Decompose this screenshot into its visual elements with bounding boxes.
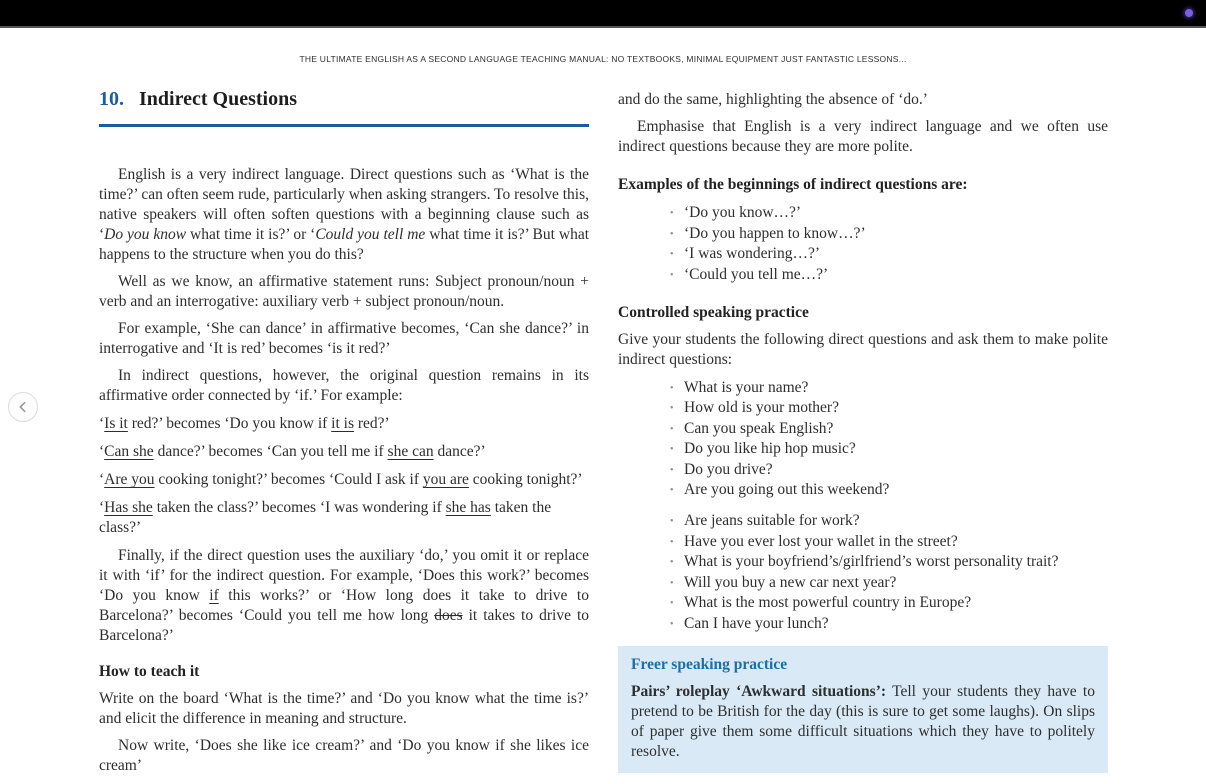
text-run: Tell your students they have to pretend to be British for the day (this is sure to get some laughs). On slips of paper give them some difficult situations which they have to politely resolve. [631,682,1095,760]
paragraph-continuation [618,90,1108,110]
notification-dot [1185,9,1193,17]
example-line-are-you [99,470,589,490]
heading-how-to-teach-it: How to teach it [99,663,200,680]
chapter-number: 10. [99,88,124,110]
paragraph-write-on-board [99,689,589,729]
text-run: what time it is?’ or ‘ [186,226,316,243]
text-run: Now write, ‘Does she like ice cream?’ and ‘Do you know if she likes ice cream’ [99,737,589,774]
list-item: • What is your name? [684,378,1108,398]
text-run: ‘ [99,499,105,516]
list-item: • How old is your mother? [684,398,1108,418]
list-item: • ‘Do you know…?’ [684,203,1108,223]
book-page [0,30,1206,784]
text-run: this works?’ or ‘How long does it take to drive to Barcelona?’ becomes ‘Could you tell me how long [99,587,589,624]
paragraph-for-example [99,319,589,359]
text-run: Has she [104,499,153,516]
beginnings-list [618,203,1108,285]
paragraph-affirmative-structure [99,272,589,312]
list-item: • Are jeans suitable for work? [684,511,1108,531]
paragraph-intro [99,165,589,265]
text-run: dance?’ [433,443,486,460]
heading-examples-of-beginnings: Examples of the beginnings of indirect questions are: [618,176,968,193]
text-run: red?’ [354,415,390,432]
text-run: Is it [104,415,128,432]
paragraph-emphasise [618,117,1108,157]
example-line-is-it [99,414,589,434]
list-item: • ‘Could you tell me…?’ [684,265,1108,285]
text-run: ‘ [99,443,105,460]
system-top-bar [0,0,1206,28]
text-run: Do you know [104,226,187,243]
text-run: ‘ [99,471,105,488]
example-line-can-she [99,442,589,462]
text-run: she can [387,443,434,460]
text-run: Pairs’ roleplay ‘Awkward situations’: [631,682,887,700]
paragraph-finally-do [99,546,589,646]
text-run: taken the class?’ [99,499,552,536]
list-item: • What is the most powerful country in Europe? [684,593,1108,613]
text-run: she has [445,499,491,516]
text-run: Can she [104,443,154,460]
text-run: Write on the board ‘What is the time?’ and ‘Do you know what the time is?’ and elicit the difference in meaning and structure. [99,690,589,727]
text-run: Emphasise that English is a very indirect language and we often use indirect questions because they are more polite. [618,118,1108,155]
heading-controlled-speaking-practice: Controlled speaking practice [618,303,809,321]
text-run: cooking tonight?’ becomes ‘Could I ask if [154,471,423,488]
list-item: • Do you drive? [684,460,1108,480]
freer-speaking-practice-box [618,646,1108,773]
text-run: red?’ becomes ‘Do you know if [127,415,332,432]
list-item: • ‘I was wondering…?’ [684,244,1108,264]
list-item: • Can you speak English? [684,419,1108,439]
list-item: • Will you buy a new car next year? [684,573,1108,593]
paragraph-now-write [99,736,589,776]
text-run: it is [331,415,354,432]
list-item: • Do you like hip hop music? [684,439,1108,459]
list-item: • What is your boyfriend’s/girlfriend’s worst personality trait? [684,552,1108,572]
heading-freer-speaking-practice: Freer speaking practice [631,655,788,673]
text-run: taken the class?’ becomes ‘I was wondering if [152,499,446,516]
paragraph-pairs-roleplay [631,682,1095,762]
running-header: THE ULTIMATE ENGLISH AS A SECOND LANGUAGE TEACHING MANUAL: NO TEXTBOOKS, MINIMAL EQUIPMENT JUST FANTASTIC LESSONS... [299,54,907,64]
chapter-title [99,86,589,112]
text-run: it takes to drive to Barcelona?’ [99,607,590,644]
page-left-column [99,86,589,783]
text-run: what time it is?’ But what happens to the structure when you do this? [99,226,589,263]
text-run: Are you [104,471,155,488]
text-run: cooking tonight?’ [468,471,583,488]
text-run: Finally, if the direct question uses the auxiliary ‘do,’ you omit it or replace it with ‘if’ for the indirect question. For example, ‘Does this work?’ becomes ‘Do you know [99,547,589,604]
paragraph-indirect-order [99,366,589,406]
text-run: English is a very indirect language. Direct questions such as ‘What is the time?’ can often seem rude, particularly when asking strangers. To resolve this, native speakers will often soften questions with a beginning clause such as ‘ [99,166,589,243]
direct-questions-list-b [618,511,1108,634]
list-item: • Have you ever lost your wallet in the street? [684,532,1108,552]
text-run: In indirect questions, however, the original question remains in its affirmative order connected by ‘if.’ For example: [99,367,589,404]
direct-questions-list-a [618,378,1108,501]
text-run: you are [422,471,469,488]
paragraph-give-your-students [618,330,1108,370]
text-run: Give your students the following direct questions and ask them to make polite indirect questions: [618,330,1108,368]
text-run: Well as we know, an affirmative statement runs: Subject pronoun/noun + verb and an interrogative: auxiliary verb + subject pronoun/noun. [99,273,589,310]
text-run: does [434,607,463,624]
text-run: ‘ [99,415,105,432]
text-run: if [209,587,219,604]
list-item: • Are you going out this weekend? [684,480,1108,500]
text-run: and do the same, highlighting the absence of ‘do.’ [618,91,928,108]
example-line-has-she [99,498,589,538]
chapter-title-text: Indirect Questions [139,88,297,110]
text-run: dance?’ becomes ‘Can you tell me if [153,443,388,460]
text-run: For example, ‘She can dance’ in affirmative becomes, ‘Can she dance?’ in interrogative and ‘It is red’ becomes ‘is it red?’ [99,320,589,357]
list-item: • Can I have your lunch? [684,614,1108,634]
reader-surface [0,30,1206,784]
page-right-column [618,86,1108,773]
text-run: Could you tell me [315,226,426,243]
list-item: • ‘Do you happen to know…?’ [684,224,1108,244]
title-spacer [99,127,589,158]
